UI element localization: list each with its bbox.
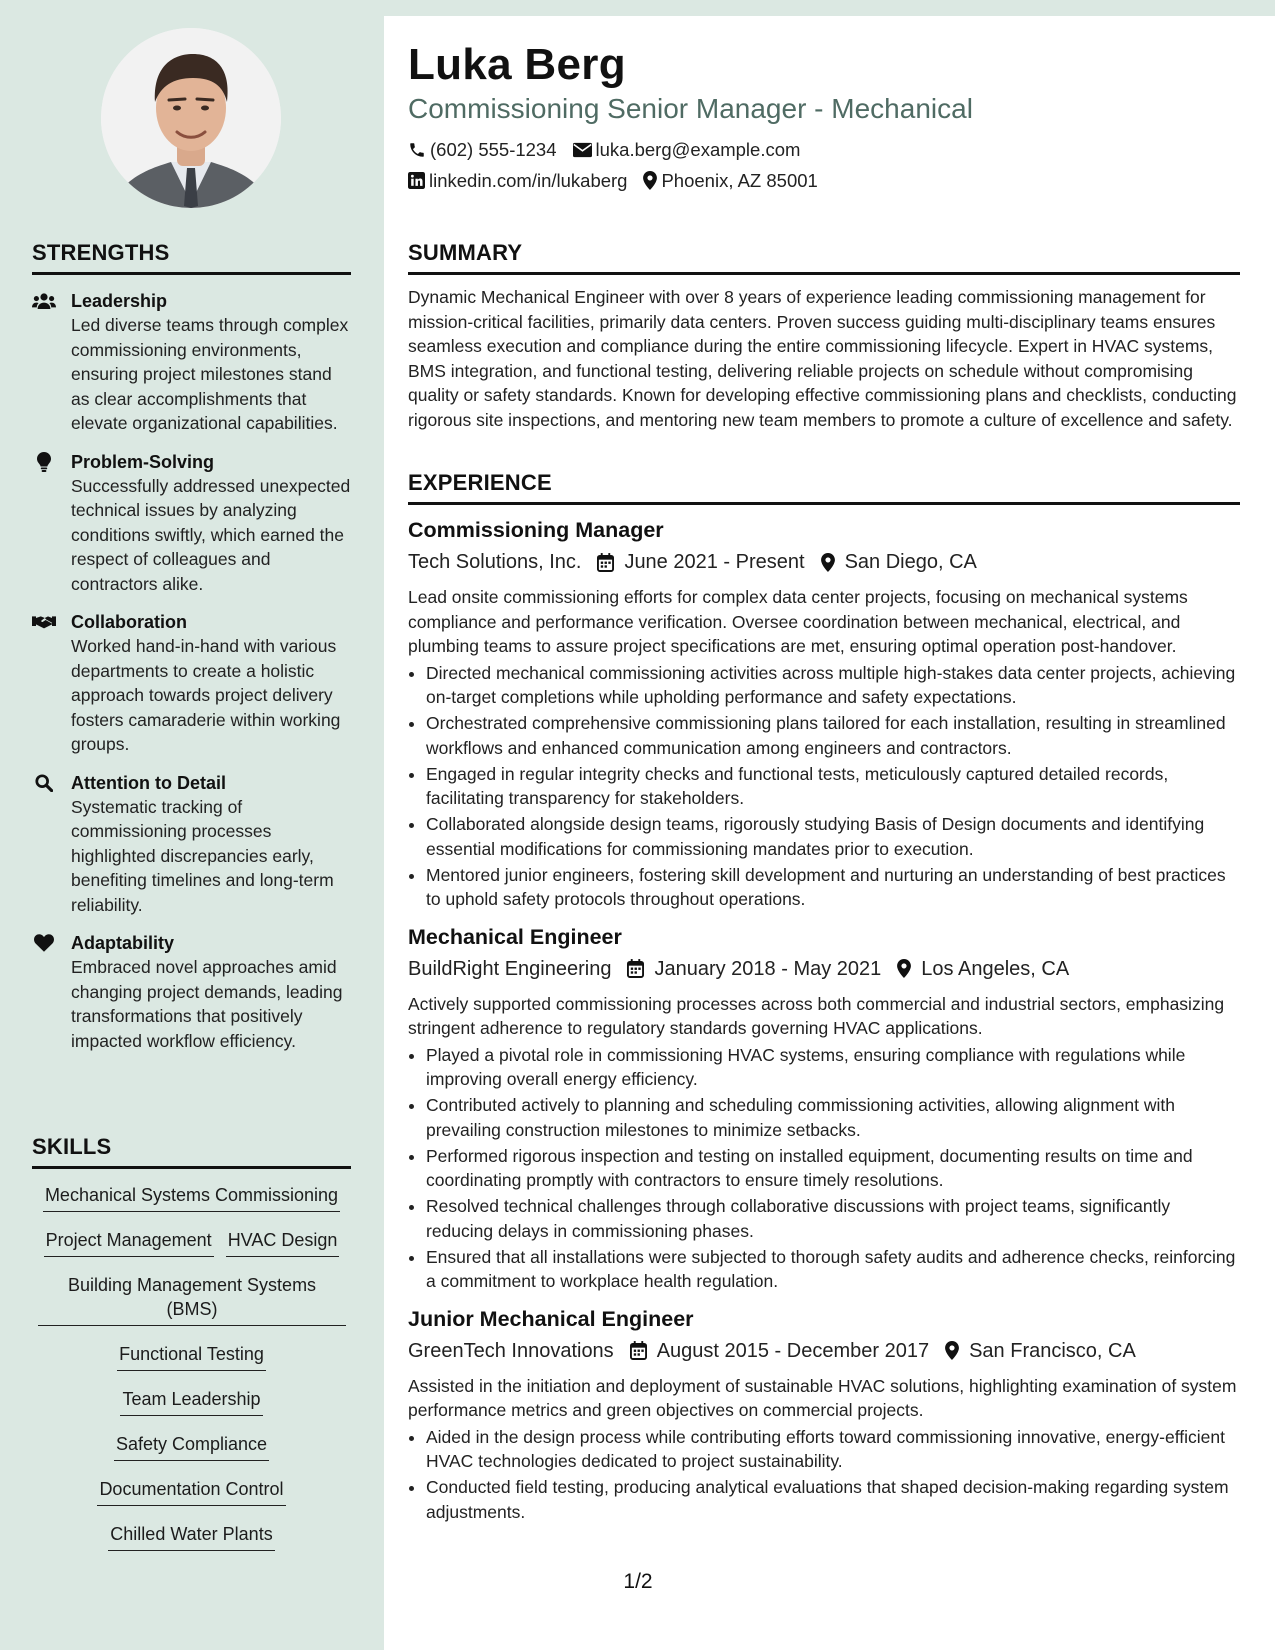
candidate-title: Commissioning Senior Manager - Mechanical <box>408 93 973 124</box>
role-summary: Assisted in the initiation and deployment of sustainable HVAC solutions, highlighting examination of system performance metrics and green objectives on commercial projects. <box>408 1375 1237 1420</box>
experience-entry <box>408 922 1240 1294</box>
role-dates <box>630 1336 929 1366</box>
skill-tag: Mechanical Systems Commissioning <box>43 1183 340 1212</box>
role-bullets <box>408 661 1240 912</box>
calendar-icon <box>597 553 614 572</box>
bullet-item: • Aided in the design process while contributing efforts toward commissioning innovative, energy-efficient HVAC technologies dedicated to project sustainability. <box>426 1425 1240 1474</box>
strength-description: Embraced novel approaches amid changing project demands, leading transformations that positively impacted workflow efficiency. <box>71 957 343 1051</box>
strength-item <box>32 289 351 436</box>
role-summary: Actively supported commissioning processes across both commercial and industrial sectors, emphasizing stringent adherence to regulatory standards governing HVAC applications. <box>408 993 1225 1038</box>
email-contact[interactable] <box>573 134 801 165</box>
strength-description: Led diverse teams through complex commissioning environments, ensuring project milestones stand as clear accomplishments that elevate organizational capabilities. <box>71 315 349 433</box>
skill-tag: Safety Compliance <box>114 1432 269 1461</box>
location-contact <box>643 165 817 196</box>
contact-row-1 <box>408 134 1240 165</box>
skill-tag: Team Leadership <box>120 1387 262 1416</box>
summary-text: Dynamic Mechanical Engineer with over 8 years of experience leading commissioning management for mission-critical facilities, primarily data centers. Proven success guiding multi-disciplinary teams ensures seamless execution and compliance during the entire commissioning lifecycle. Expert in HVAC systems, BMS integration, and functional testing, delivering reliable projects on schedule without compromising quality or safety standards. Known for developing effective commissioning plans and checklists, conducting rigorous site inspections, and mentoring new team members to promote a culture of excellence and safety. <box>408 287 1237 430</box>
map-pin-icon <box>897 959 911 978</box>
bullet-item: • Collaborated alongside design teams, rigorously studying Basis of Design documents and identifying essential modifications for commissioning mandates prior to execution. <box>426 812 1240 861</box>
strength-item <box>32 610 351 757</box>
skill-tag: Building Management Systems (BMS) <box>38 1273 346 1326</box>
company-name: Tech Solutions, Inc. <box>408 551 582 573</box>
calendar-icon <box>627 959 644 978</box>
strength-description: Successfully addressed unexpected technical issues by analyzing conditions swiftly, which earned the respect of colleagues and contractors alike. <box>71 475 351 594</box>
strength-name: Adaptability <box>71 933 175 953</box>
experience-heading: EXPERIENCE <box>408 470 1240 505</box>
linkedin-url[interactable]: linkedin.com/in/lukaberg <box>429 170 628 191</box>
experience-entry <box>408 515 1240 912</box>
experience-section <box>408 470 1240 1526</box>
resume-header <box>408 40 1240 196</box>
location-text: San Diego, CA <box>844 551 977 573</box>
bullet-item: • Ensured that all installations were subjected to thorough safety audits and adherence checks, reinforcing a commitment to workplace health regulation. <box>426 1245 1240 1294</box>
role-meta <box>408 547 1240 577</box>
role-summary: Lead onsite commissioning efforts for complex data center projects, focusing on mechanical systems compliance and performance verification. Oversee coordination between mechanical, electrical, and plumbing teams to assure project specifications are met, ensuring optimal operation post-handover. <box>408 587 1188 656</box>
phone-contact <box>408 134 557 165</box>
skills-list <box>32 1183 351 1567</box>
date-range: August 2015 - December 2017 <box>656 1339 930 1362</box>
strength-description: Systematic tracking of commissioning processes highlighted discrepancies early, benefiting timelines and long-term reliability. <box>71 796 334 915</box>
role-bullets <box>408 1043 1240 1294</box>
role-bullets <box>408 1425 1240 1525</box>
skill-tag: Documentation Control <box>97 1477 285 1506</box>
role-dates <box>627 954 881 984</box>
experience-entry <box>408 1304 1240 1525</box>
contact-row-2 <box>408 165 1240 196</box>
bullet-item: • Directed mechanical commissioning activities across multiple high-stakes data center projects, achieving on-target completions while upholding performance and safety expectations. <box>426 661 1240 710</box>
bullet-item: • Conducted field testing, producing analytical evaluations that shaped decision-making regarding system adjustments. <box>426 1475 1240 1524</box>
map-pin-icon <box>643 171 657 190</box>
linkedin-contact[interactable] <box>408 165 627 196</box>
role-title: Mechanical Engineer <box>408 924 622 949</box>
calendar-icon <box>630 1341 647 1360</box>
email-address[interactable]: luka.berg@example.com <box>595 139 801 160</box>
skill-tag: Functional Testing <box>117 1342 266 1371</box>
skill-tag: Chilled Water Plants <box>108 1522 274 1551</box>
skills-heading: SKILLS <box>32 1134 351 1169</box>
skill-tag: HVAC Design <box>226 1228 340 1257</box>
role-dates <box>597 547 804 577</box>
map-pin-icon <box>821 553 835 572</box>
phone-icon <box>408 141 426 159</box>
bullet-item: • Resolved technical challenges through collaborative discussions with project teams, significantly reducing delays in commissioning phases. <box>426 1194 1240 1243</box>
date-range: June 2021 - Present <box>624 551 805 573</box>
bullet-item: • Mentored junior engineers, fostering skill development and nurturing an understanding of best practices to uphold safety protocols throughout operations. <box>426 863 1240 912</box>
strength-description: Worked hand-in-hand with various departments to create a holistic approach towards project delivery fosters camaraderie within working groups. <box>71 636 341 754</box>
profile-photo <box>101 28 281 208</box>
role-title: Junior Mechanical Engineer <box>408 1306 694 1331</box>
company-name: GreenTech Innovations <box>408 1339 614 1362</box>
phone-number: (602) 555-1234 <box>430 139 557 160</box>
company-name: BuildRight Engineering <box>408 957 612 980</box>
location-text: Los Angeles, CA <box>921 957 1070 980</box>
bullet-item: • Performed rigorous inspection and testing on installed equipment, documenting results on time and coordinating promptly with contractors to ensure timely resolutions. <box>426 1144 1240 1193</box>
strength-item <box>32 771 351 918</box>
role-location <box>821 547 977 577</box>
handshake-icon <box>32 611 56 633</box>
strengths-section <box>32 240 351 1067</box>
skills-section <box>32 1134 351 1567</box>
strength-name: Problem-Solving <box>71 451 215 472</box>
bullet-item: • Played a pivotal role in commissioning HVAC systems, ensuring compliance with regulations while improving overall energy efficiency. <box>426 1043 1240 1092</box>
location-text: San Francisco, CA <box>969 1339 1136 1362</box>
bullet-item: • Contributed actively to planning and scheduling commissioning activities, allowing alignment with prevailing construction milestones to minimize setbacks. <box>426 1093 1240 1142</box>
lightbulb-icon <box>32 451 56 473</box>
role-meta <box>408 954 1240 984</box>
map-pin-icon <box>945 1341 959 1360</box>
envelope-icon <box>573 142 592 158</box>
top-band <box>384 0 1275 16</box>
search-icon <box>32 772 56 794</box>
bullet-item: • Engaged in regular integrity checks and functional tests, meticulously captured detailed records, facilitating transparency for stakeholders. <box>426 762 1240 811</box>
summary-heading: SUMMARY <box>408 240 1240 275</box>
role-meta <box>408 1336 1240 1366</box>
role-location <box>897 954 1069 984</box>
strengths-heading: STRENGTHS <box>32 240 351 275</box>
strength-item <box>32 931 351 1053</box>
page-number: 1/2 <box>623 1570 653 1593</box>
strength-name: Attention to Detail <box>71 772 226 793</box>
linkedin-icon <box>408 172 425 189</box>
bullet-item: • Orchestrated comprehensive commissioning plans tailored for each installation, resulting in streamlined workflows and enhanced communication among engineers and contractors. <box>426 711 1240 760</box>
date-range: January 2018 - May 2021 <box>654 957 882 980</box>
strength-name: Collaboration <box>71 612 187 632</box>
strength-name: Leadership <box>71 291 168 311</box>
location-text: Phoenix, AZ 85001 <box>661 170 818 191</box>
role-title: Commissioning Manager <box>408 518 664 542</box>
skill-tag: Project Management <box>44 1228 214 1257</box>
strength-item <box>32 450 351 597</box>
summary-section <box>408 240 1240 432</box>
heart-icon <box>32 932 56 954</box>
candidate-name: Luka Berg <box>408 40 626 89</box>
role-location <box>945 1336 1136 1366</box>
users-icon <box>32 290 56 312</box>
